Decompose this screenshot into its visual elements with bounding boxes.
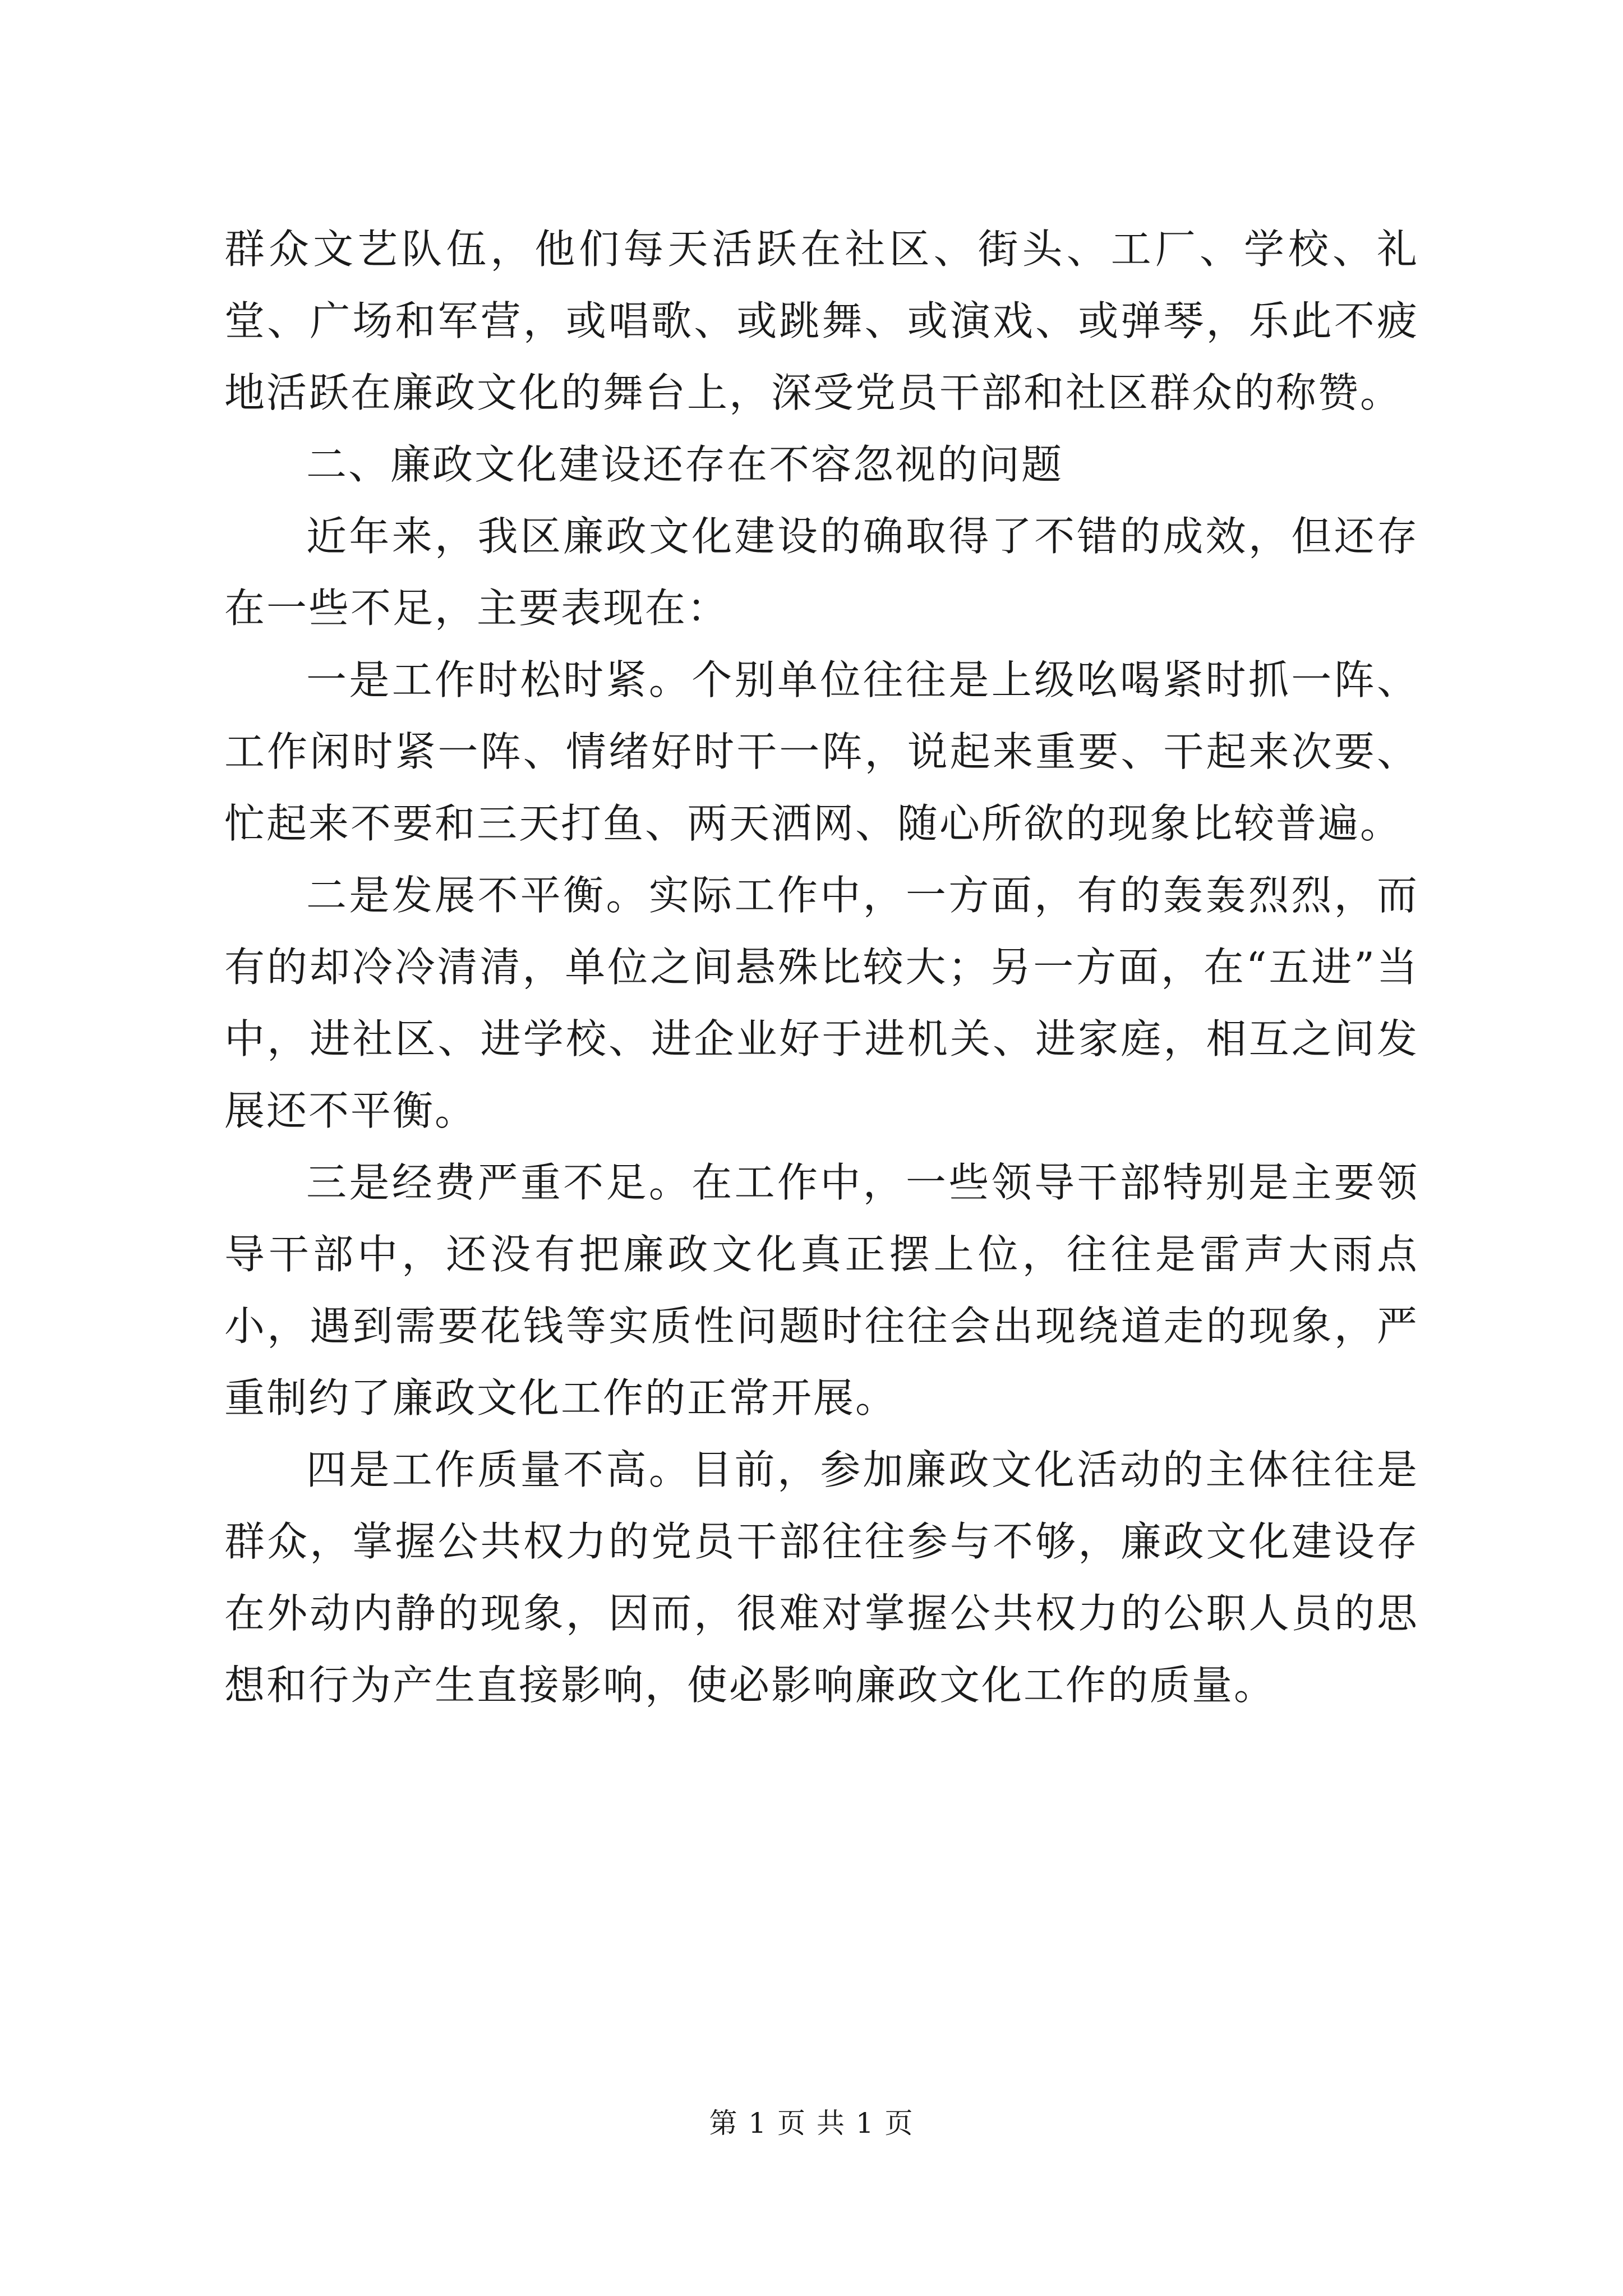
document-body: [224, 213, 1419, 1721]
paragraph-continued: 群众文艺队伍，他们每天活跃在社区、街头、工厂、学校、礼堂、广场和军营，或唱歌、或跳舞、或演戏、或弹琴，乐此不疲地活跃在廉政文化的舞台上，深受党员干部和社区群众的称赞。: [224, 226, 1419, 416]
paragraph-point-4: 四是工作质量不高。目前，参加廉政文化活动的主体往往是群众，掌握公共权力的党员干部往往参与不够，廉政文化建设存在外动内静的现象，因而，很难对掌握公共权力的公职人员的思想和行为产生直接影响，使必影响廉政文化工作的质量。: [224, 1446, 1419, 1709]
page-footer: 第 1 页 共 1 页: [709, 2107, 914, 2139]
paragraph-point-1: 一是工作时松时紧。个别单位往往是上级吆喝紧时抓一阵、工作闲时紧一阵、情绪好时干一阵，说起来重要、干起来次要、忙起来不要和三天打鱼、两天洒网、随心所欲的现象比较普遍。: [224, 656, 1419, 847]
paragraph-point-3: 三是经费严重不足。在工作中，一些领导干部特别是主要领导干部中，还没有把廉政文化真正摆上位，往往是雷声大雨点小，遇到需要花钱等实质性问题时往往会出现绕道走的现象，严重制约了廉政文化工作的正常开展。: [224, 1159, 1419, 1421]
paragraph-intro: 近年来，我区廉政文化建设的确取得了不错的成效，但还存在一些不足，主要表现在：: [224, 513, 1419, 632]
paragraph-point-2: 二是发展不平衡。实际工作中，一方面，有的轰轰烈烈，而有的却冷冷清清，单位之间悬殊比较大；另一方面，在“五进”当中，进社区、进学校、进企业好于进机关、进家庭，相互之间发展还不平衡。: [224, 872, 1419, 1134]
section-heading: 二、廉政文化建设还存在不容忽视的问题: [306, 441, 1064, 488]
